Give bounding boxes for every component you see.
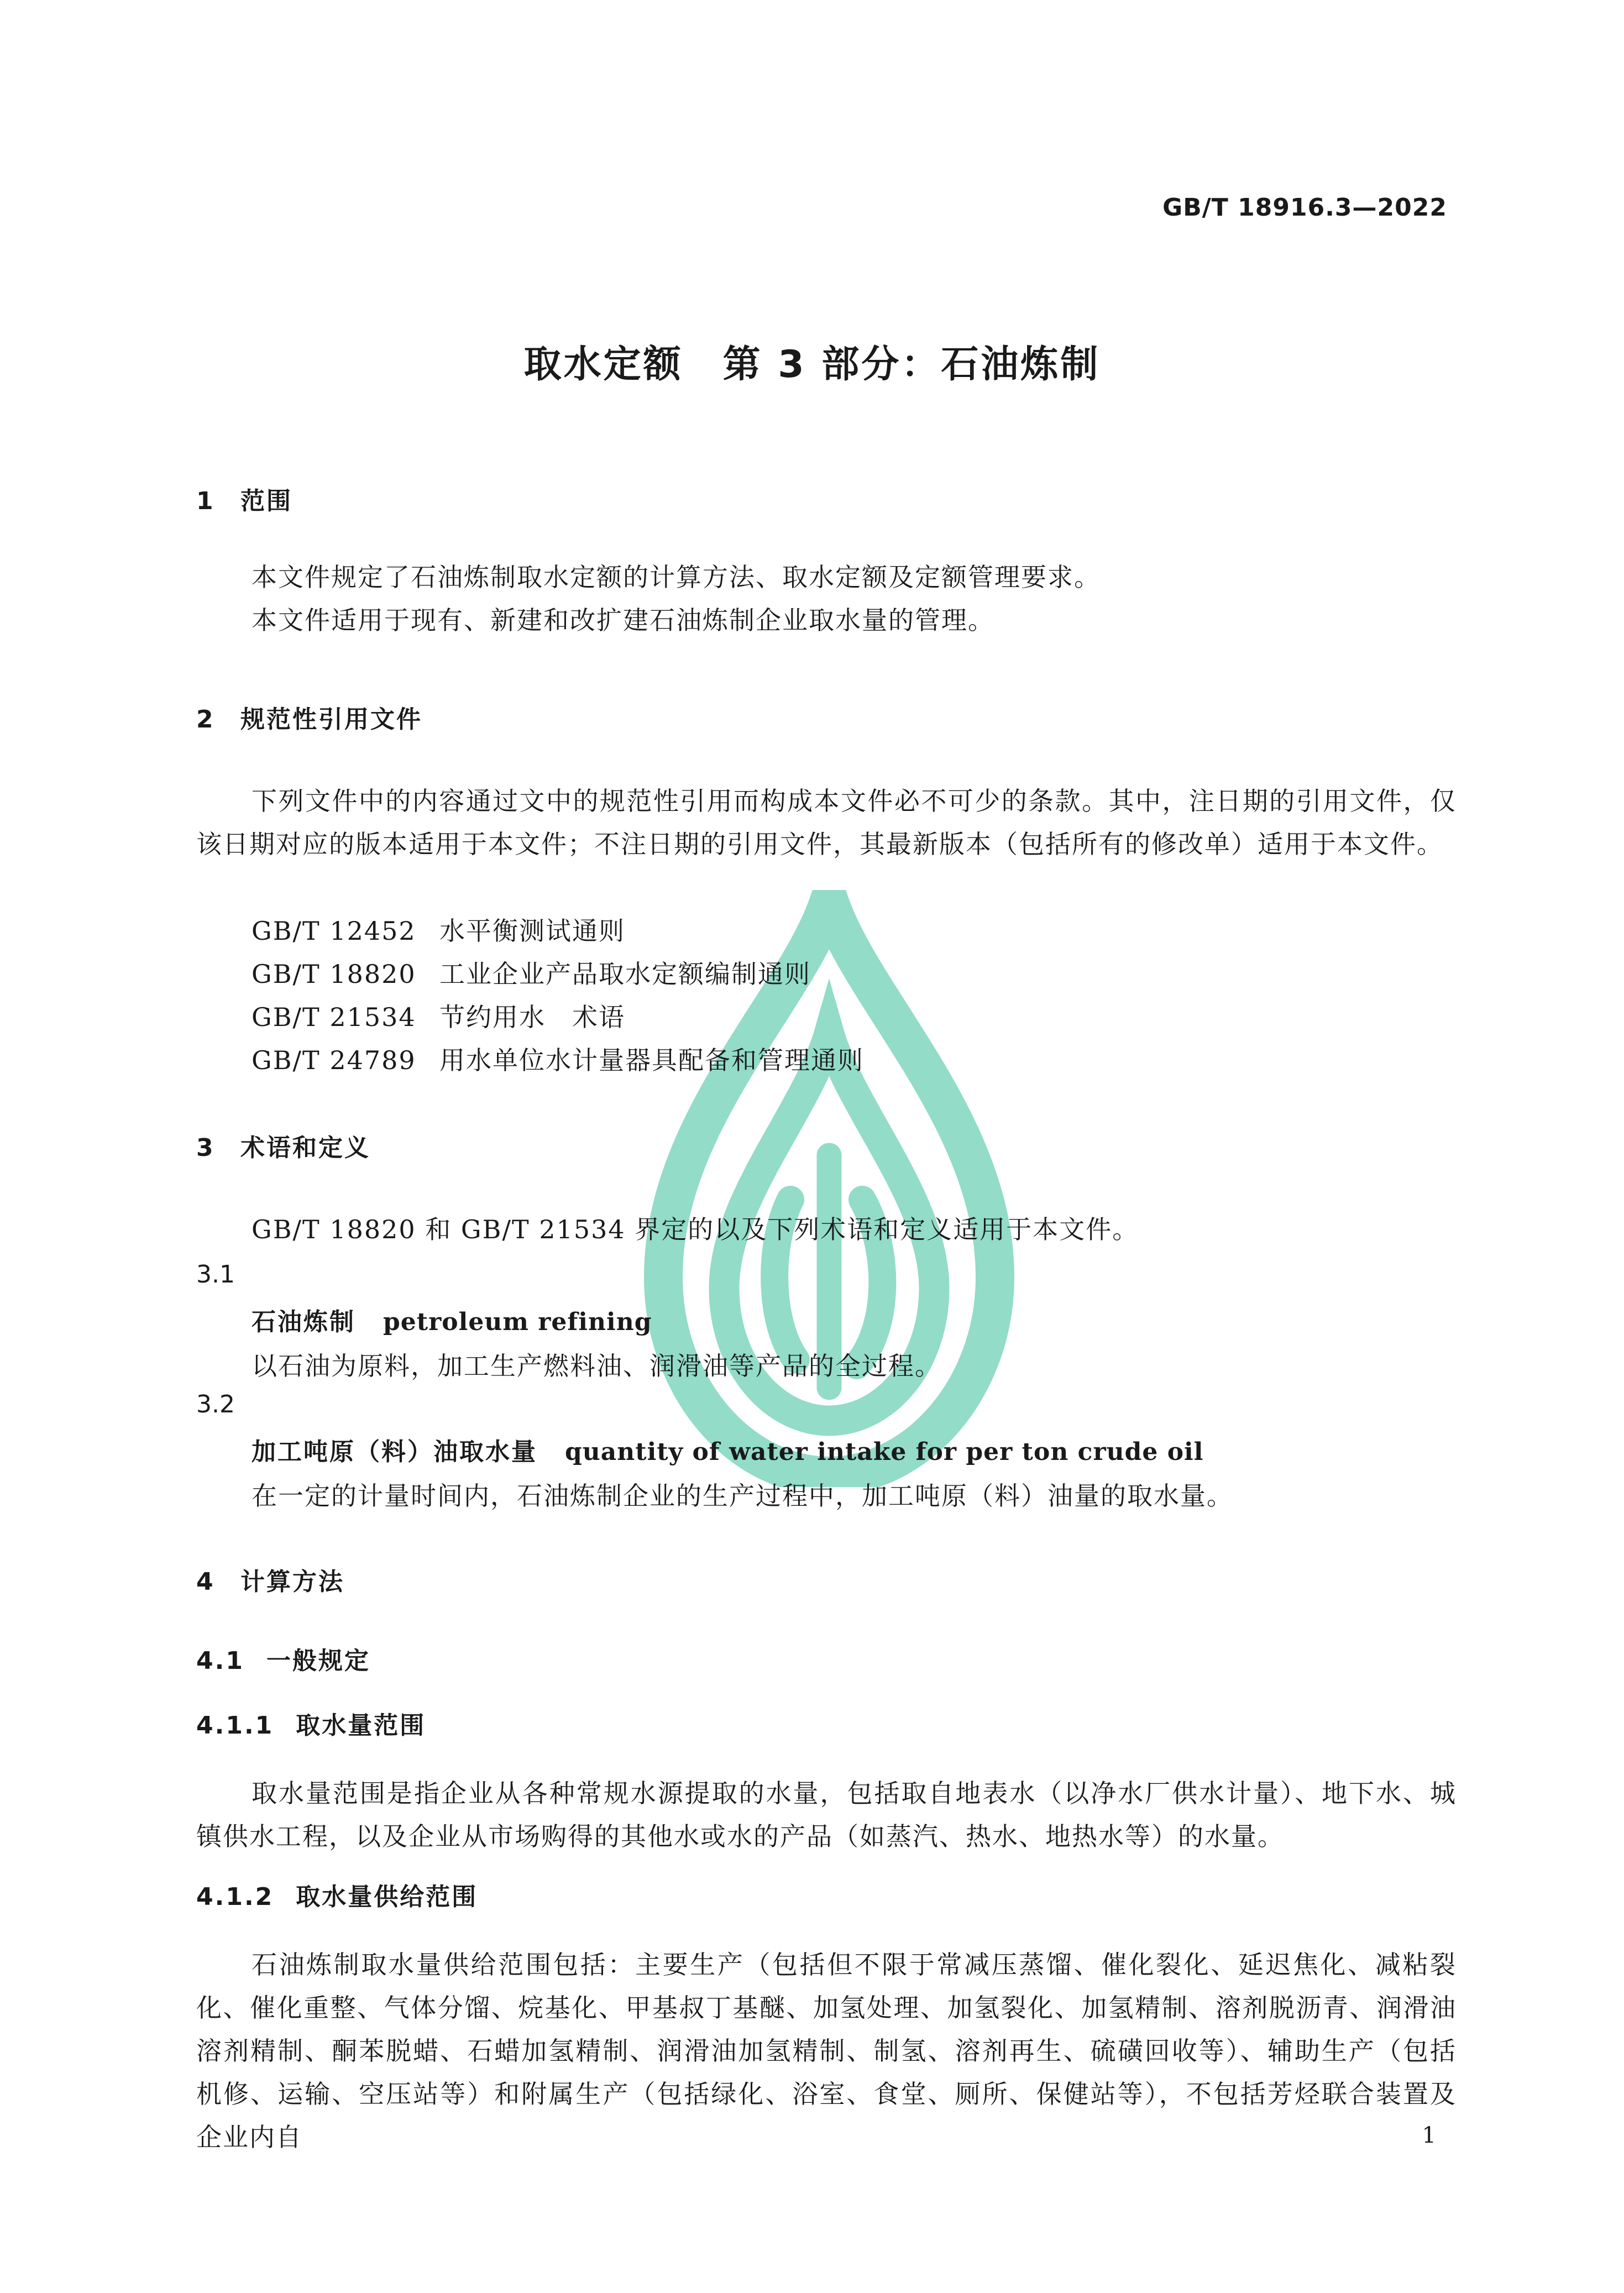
term-chinese: 加工吨原（料）油取水量 (252, 1438, 537, 1466)
section-title: 计算方法 (240, 1568, 344, 1596)
paragraph: GB/T 18820 和 GB/T 21534 界定的以及下列术语和定义适用于本文件。 (252, 1214, 1139, 1244)
paragraph: 本文件规定了石油炼制取水定额的计算方法、取水定额及定额管理要求。 (252, 562, 1101, 592)
term-definition: 在一定的计量时间内，石油炼制企业的生产过程中，加工吨原（料）油量的取水量。 (252, 1481, 1233, 1511)
reference-title: 节约用水 术语 (439, 1002, 625, 1032)
section-2-heading (196, 699, 422, 735)
term-entry (252, 1432, 1203, 1467)
section-1-heading (196, 481, 292, 516)
section-number: 4 (196, 1568, 215, 1596)
subsection-4-1-heading (196, 1641, 370, 1676)
subsection-4-1-2-heading (196, 1877, 478, 1912)
reference-item (252, 1040, 864, 1077)
term-definition: 以石油为原料，加工生产燃料油、润滑油等产品的全过程。 (252, 1351, 941, 1381)
paragraph: 本文件适用于现有、新建和改扩建石油炼制企业取水量的管理。 (252, 605, 994, 635)
section-4-heading (196, 1562, 344, 1597)
term-number: 3.1 (196, 1260, 235, 1289)
term-entry (252, 1302, 652, 1337)
section-number: 1 (196, 487, 215, 515)
reference-item (252, 911, 625, 947)
standard-code: GB/T 18916.3—2022 (1162, 193, 1447, 222)
section-title: 术语和定义 (240, 1134, 370, 1162)
reference-title: 水平衡测试通则 (439, 916, 625, 946)
reference-code: GB/T 12452 (252, 916, 416, 946)
reference-item (252, 997, 625, 1034)
reference-item (252, 954, 811, 991)
reference-code: GB/T 24789 (252, 1045, 416, 1075)
section-number: 3 (196, 1134, 215, 1162)
page-number: 1 (1422, 2123, 1436, 2148)
reference-code: GB/T 21534 (252, 1002, 416, 1032)
term-chinese: 石油炼制 (252, 1308, 355, 1336)
subsection-title: 一般规定 (266, 1647, 370, 1675)
subsection-title: 取水量供给范围 (296, 1883, 478, 1911)
subsection-number: 4.1.1 (196, 1711, 274, 1740)
term-english: quantity of water intake for per ton crude oil (565, 1438, 1204, 1466)
document-title: 取水定额 第 3 部分：石油炼制 (523, 343, 1101, 386)
term-number: 3.2 (196, 1390, 235, 1418)
subsection-title: 取水量范围 (296, 1711, 426, 1740)
section-3-heading (196, 1128, 370, 1163)
paragraph: 取水量范围是指企业从各种常规水源提取的水量，包括取自地表水（以净水厂供水计量）、地下水、城镇供水工程，以及企业从市场购得的其他水或水的产品（如蒸汽、热水、地热水等）的水量。 (196, 1778, 1457, 1851)
section-number: 2 (196, 705, 215, 734)
section-title: 规范性引用文件 (240, 705, 422, 734)
paragraph: 石油炼制取水量供给范围包括：主要生产（包括但不限于常减压蒸馏、催化裂化、延迟焦化、减粘裂化、催化重整、气体分馏、烷基化、甲基叔丁基醚、加氢处理、加氢裂化、加氢精制、溶剂脱沥青、润滑油溶剂精制、酮苯脱蜡、石蜡加氢精制、润滑油加氢精制、制氢、溶剂再生、硫磺回收等）、辅助生产（包括机修、运输、空压站等）和附属生产（包括绿化、浴室、食堂、厕所、保健站等），不包括芳烃联合装置及企业内自 (196, 1950, 1457, 2152)
subsection-4-1-1-heading (196, 1705, 426, 1741)
section-title: 范围 (240, 487, 292, 515)
term-english: petroleum refining (383, 1308, 652, 1336)
subsection-number: 4.1.2 (196, 1883, 274, 1911)
reference-code: GB/T 18820 (252, 959, 416, 989)
paragraph: 下列文件中的内容通过文中的规范性引用而构成本文件必不可少的条款。其中，注日期的引用文件，仅该日期对应的版本适用于本文件；不注日期的引用文件，其最新版本（包括所有的修改单）适用于本文件。 (196, 786, 1457, 859)
subsection-number: 4.1 (196, 1647, 244, 1675)
reference-title: 用水单位水计量器具配备和管理通则 (439, 1045, 864, 1075)
reference-title: 工业企业产品取水定额编制通则 (439, 959, 811, 989)
